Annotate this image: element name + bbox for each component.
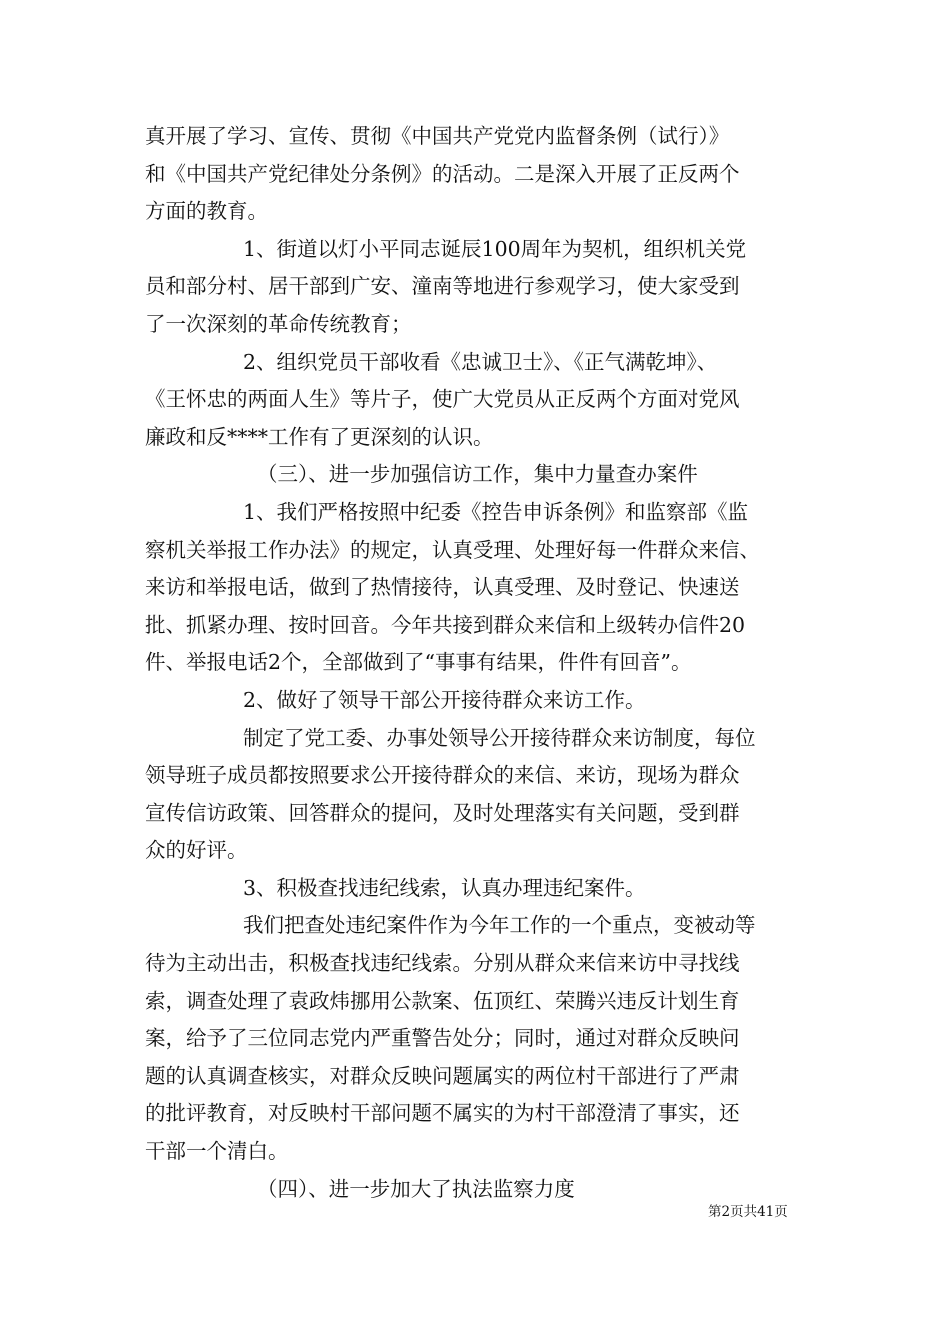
text-line: 批、抓紧办理、按时回音。今年共接到群众来信和上级转办信件20: [145, 612, 746, 637]
text-line: 题的认真调查核实，对群众反映问题属实的两位村干部进行了严肃: [145, 1063, 740, 1088]
text-line: 件、举报电话2个，全部做到了“事事有结果，件件有回音”。: [145, 650, 692, 675]
text-line: 和《中国共产党纪律处分条例》的活动。二是深入开展了正反两个: [145, 161, 740, 186]
text-line: 员和部分村、居干部到广安、潼南等地进行参观学习，使大家受到: [145, 274, 740, 299]
text-line: 众的好评。: [145, 838, 248, 863]
text-line: 制定了党工委、办事处领导公开接待群众来访制度，每位: [243, 725, 756, 750]
text-line: 宣传信访政策、回答群众的提问，及时处理落实有关问题，受到群: [145, 800, 740, 825]
text-line: 领导班子成员都按照要求公开接待群众的来信、来访，现场为群众: [145, 763, 740, 788]
text-line: 3、积极查找违纪线索，认真办理违纪案件。: [243, 875, 646, 900]
text-line: 2、做好了领导干部公开接待群众来访工作。: [243, 687, 646, 712]
section-heading-line: （四）、进一步加大了执法监察力度: [257, 1176, 575, 1201]
text-line: 真开展了学习、宣传、贯彻《中国共产党党内监督条例（试行）》: [145, 124, 730, 148]
text-line: 待为主动出击，积极查找违纪线索。分别从群众来信来访中寻找线: [145, 951, 740, 976]
page-number-footer: 第2页共41页: [708, 1204, 788, 1220]
text-line: 1、我们严格按照中纪委《控告申诉条例》和监察部《监: [243, 499, 749, 524]
text-line: 案，给予了三位同志党内严重警告处分；同时，通过对群众反映问: [145, 1026, 740, 1051]
text-line: 察机关举报工作办法》的规定，认真受理、处理好每一件群众来信、: [145, 537, 760, 562]
text-line: 方面的教育。: [145, 199, 268, 224]
section-heading-line: （三）、进一步加强信访工作，集中力量查办案件: [257, 462, 698, 487]
document-body: [145, 118, 810, 1208]
text-line: 来访和举报电话，做到了热情接待，认真受理、及时登记、快速送: [145, 575, 740, 600]
text-line: 2、组织党员干部收看《忠诚卫士》、《正气满乾坤》、: [243, 349, 718, 374]
text-line: 1、街道以灯小平同志诞辰100周年为契机，组织机关党: [243, 236, 747, 261]
text-line: 索，调查处理了袁政炜挪用公款案、伍顶红、荣腾兴违反计划生育: [145, 988, 740, 1013]
text-line: 我们把查处违纪案件作为今年工作的一个重点，变被动等: [243, 913, 756, 938]
text-line: 干部一个清白。: [145, 1139, 289, 1164]
text-line: 的批评教育，对反映村干部问题不属实的为村干部澄清了事实，还: [145, 1101, 740, 1126]
text-line: 廉政和反****工作有了更深刻的认识。: [145, 424, 494, 449]
text-line: 《王怀忠的两面人生》等片子，使广大党员从正反两个方面对党风: [145, 387, 740, 412]
text-line: 了一次深刻的革命传统教育；: [145, 311, 412, 336]
